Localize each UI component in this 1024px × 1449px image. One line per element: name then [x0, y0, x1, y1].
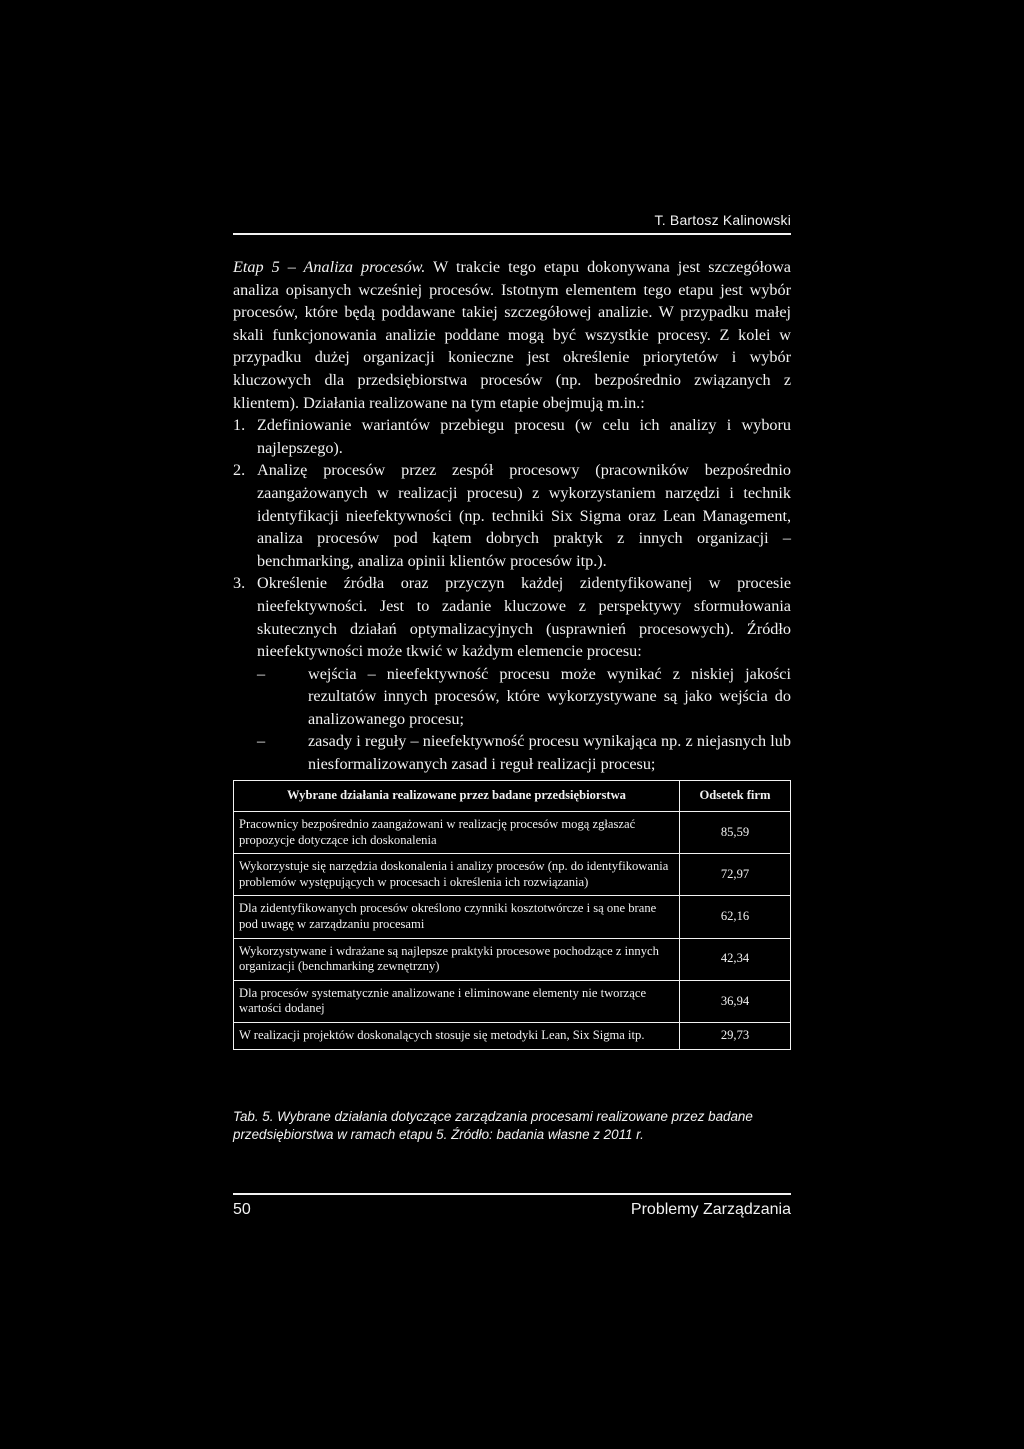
source-item-inputs: [257, 663, 791, 731]
table-row: [234, 980, 791, 1022]
document-page: [233, 0, 791, 1449]
activity-cell: Wykorzystywane i wdrażane są najlepsze praktyki procesowe pochodzące z innych organizacji (benchmarking zewnętrzny): [234, 938, 680, 980]
activity-cell: W realizacji projektów doskonalących stosuje się metodyki Lean, Six Sigma itp.: [234, 1022, 680, 1049]
step-number: 3.: [233, 574, 246, 593]
activities-table: [233, 780, 791, 1050]
percent-cell: 36,94: [680, 980, 791, 1022]
body-text: [233, 256, 791, 776]
step-item-2: [233, 459, 791, 572]
page-number: 50: [233, 1201, 251, 1218]
percent-cell: 42,34: [680, 938, 791, 980]
table-row: [234, 896, 791, 938]
journal-name: Problemy Zarządzania: [630, 1201, 791, 1218]
percent-cell: 72,97: [680, 854, 791, 896]
table-row: [234, 1022, 791, 1049]
step-number: 2.: [233, 461, 246, 480]
step-text: Określenie źródła oraz przyczyn każdej zidentyfikowanej w procesie nieefektywności. Jest to zadanie kluczowe z perspektywy sformułowania skutecznych działań optymalizacyjnych (usprawnień procesowych). Źródło nieefektywności może tkwić w każdym elemencie procesu:: [257, 574, 791, 661]
step-item-1: [233, 414, 791, 459]
step-text: Analizę procesów przez zespół procesowy (pracowników bezpośrednio zaangażowanych w realizacji procesu) z wykorzystaniem narzędzi i technik identyfikacji nieefektywności (np. techniki Six Sigma oraz Lean Management, analiza procesów pod kątem dobrych praktyk z innych organizacji – benchmarking, analiza opinii klientów procesów itp.).: [257, 461, 791, 570]
table-caption: Tab. 5. Wybrane działania dotyczące zarządzania procesami realizowane przez badane przedsiębiorstwa w ramach etapu 5. Źródło: badania własne z 2011 r.: [233, 1109, 753, 1142]
stage-title: Etap 5 – Analiza procesów.: [233, 258, 426, 276]
table-row: [234, 854, 791, 896]
dash-marker: –: [257, 732, 266, 751]
source-list: [257, 663, 791, 776]
header-activities: Wybrane działania realizowane przez badane przedsiębiorstwa: [234, 781, 680, 812]
activity-cell: Pracownicy bezpośrednio zaangażowani w realizację procesów mogą zgłaszać propozycje dotyczące ich doskonalenia: [234, 812, 680, 854]
step-item-3: [233, 572, 791, 775]
table-row: [234, 812, 791, 854]
activity-cell: Dla zidentyfikowanych procesów określono czynniki kosztotwórcze i są one brane pod uwagę w zarządzaniu procesami: [234, 896, 680, 938]
table-row: [234, 938, 791, 980]
table-header-row: [234, 781, 791, 812]
header-rule: [233, 233, 791, 235]
percent-cell: 85,59: [680, 812, 791, 854]
source-item-text: zasady i reguły – nieefektywność procesu wynikająca np. z niejasnych lub niesformalizowanych zasad i reguł realizacji procesu;: [308, 732, 791, 774]
step-number: 1.: [233, 416, 246, 435]
activity-cell: Wykorzystuje się narzędzia doskonalenia i analizy procesów (np. do identyfikowania problemów występujących w procesach i określenia ich rozwiązania): [234, 854, 680, 896]
percent-cell: 29,73: [680, 1022, 791, 1049]
activity-cell: Dla procesów systematycznie analizowane i eliminowane elementy nie tworzące wartości dodanej: [234, 980, 680, 1022]
steps-list: [233, 414, 791, 776]
header-percent: Odsetek firm: [680, 781, 791, 812]
footer-rule: [233, 1193, 791, 1195]
percent-cell: 62,16: [680, 896, 791, 938]
running-head-author: T. Bartosz Kalinowski: [654, 212, 791, 228]
intro-paragraph: [233, 256, 791, 414]
source-item-text: wejścia – nieefektywność procesu może wynikać z niskiej jakości rezultatów innych procesów, które wykorzystywane są jako wejścia do analizowanego procesu;: [308, 664, 791, 728]
intro-text: W trakcie tego etapu dokonywana jest szczegółowa analiza opisanych wcześniej procesów. Istotnym elementem tego etapu jest wybór procesów, które będą poddawane takiej szczegółowej analizie. W przypadku małej skali funkcjonowania analizie poddane mogą być wszystkie procesy. Z kolei w przypadku dużej organizacji konieczne jest określenie priorytetów i wybór kluczowych dla przedsiębiorstwa procesów (np. bezpośrednio związanych z klientem). Działania realizowane na tym etapie obejmują m.in.:: [233, 258, 791, 412]
source-item-rules: [257, 730, 791, 775]
dash-marker: –: [257, 664, 266, 683]
step-text: Zdefiniowanie wariantów przebiegu procesu (w celu ich analizy i wyboru najlepszego).: [257, 416, 791, 457]
